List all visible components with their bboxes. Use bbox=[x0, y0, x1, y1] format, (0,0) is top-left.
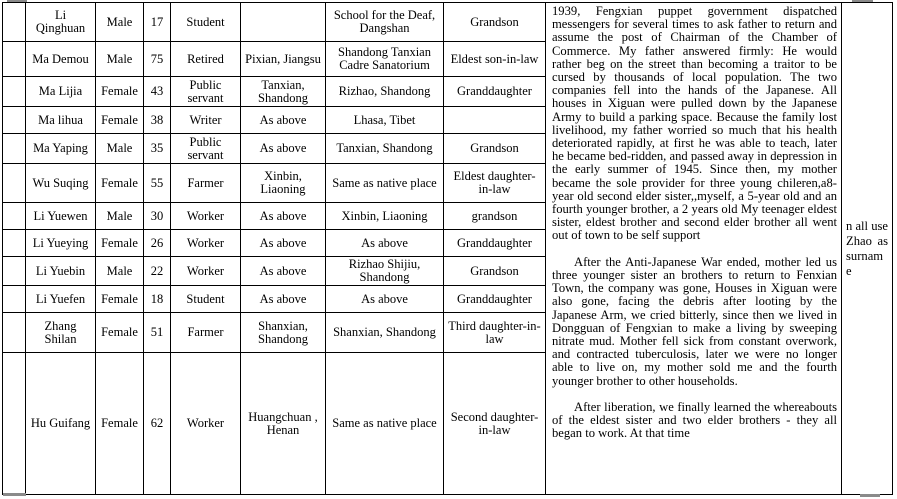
cell-native-place bbox=[241, 3, 326, 42]
cell-relationship: Grandson bbox=[444, 134, 546, 164]
page-edge-artifact-bottom-right bbox=[860, 494, 880, 497]
cell-gender: Female bbox=[96, 230, 144, 257]
cell-occupation: Worker bbox=[171, 257, 241, 286]
cell-address: Shanxian, Shandong bbox=[326, 313, 444, 353]
cell-blank bbox=[3, 257, 26, 286]
cell-age: 75 bbox=[144, 42, 171, 77]
table-row bbox=[3, 134, 546, 164]
cell-gender: Male bbox=[96, 134, 144, 164]
cell-native-place: Huangchuan , Henan bbox=[241, 353, 326, 495]
cell-address: School for the Deaf, Dangshan bbox=[326, 3, 444, 42]
cell-age: 43 bbox=[144, 77, 171, 107]
table-row bbox=[3, 230, 546, 257]
cell-address: As above bbox=[326, 230, 444, 257]
cell-address: Rizhao Shijiu, Shandong bbox=[326, 257, 444, 286]
cell-name: Wu Suqing bbox=[26, 164, 96, 203]
table-row bbox=[3, 286, 546, 313]
cell-name: Li Yueying bbox=[26, 230, 96, 257]
cell-gender: Female bbox=[96, 107, 144, 134]
cell-relationship: Second daughter-in-law bbox=[444, 353, 546, 495]
cell-occupation: Public servant bbox=[171, 134, 241, 164]
table-row bbox=[3, 42, 546, 77]
cell-name: Zhang Shilan bbox=[26, 313, 96, 353]
cell-occupation: Worker bbox=[171, 203, 241, 230]
cell-name: Ma Yaping bbox=[26, 134, 96, 164]
cell-name: Li Qinghuan bbox=[26, 3, 96, 42]
side-note-text: n all use Zhao as surname bbox=[846, 218, 888, 278]
cell-age: 35 bbox=[144, 134, 171, 164]
cell-name: Hu Guifang bbox=[26, 353, 96, 495]
cell-occupation: Farmer bbox=[171, 313, 241, 353]
cell-occupation: Student bbox=[171, 286, 241, 313]
page-edge-artifact-top-right bbox=[852, 0, 873, 2]
cell-address: Shandong Tanxian Cadre Sanatorium bbox=[326, 42, 444, 77]
cell-occupation: Writer bbox=[171, 107, 241, 134]
narrative-paragraph-2: After the Anti-Japanese War ended, mother led us three younger sister an brothers to return to Fenxian Town, the company was gone, Houses in Xiguan were also gone, facing the debris after looting by the Japanese Arm, we cried bitterly, since then we lived in Dongguan of Fengxian to make a living by sweeping nitrate mud. Mother fell sick from constant overwork, and contracted tuberculosis, later we were no longer able to live on, my mother sold me and the fourth younger brother to other households. bbox=[552, 254, 837, 388]
cell-name: Li Yuewen bbox=[26, 203, 96, 230]
cell-blank bbox=[3, 134, 26, 164]
table-row bbox=[3, 164, 546, 203]
cell-occupation: Student bbox=[171, 3, 241, 42]
cell-blank bbox=[3, 107, 26, 134]
cell-occupation: Retired bbox=[171, 42, 241, 77]
cell-native-place: Tanxian, Shandong bbox=[241, 77, 326, 107]
table-row bbox=[3, 3, 546, 42]
cell-relationship: Grandson bbox=[444, 257, 546, 286]
cell-native-place: Shanxian, Shandong bbox=[241, 313, 326, 353]
cell-occupation: Worker bbox=[171, 353, 241, 495]
family-table-document bbox=[2, 2, 893, 495]
cell-gender: Female bbox=[96, 313, 144, 353]
cell-address: As above bbox=[326, 286, 444, 313]
cell-blank bbox=[3, 77, 26, 107]
cell-address: Same as native place bbox=[326, 164, 444, 203]
cell-blank bbox=[3, 3, 26, 42]
cell-age: 18 bbox=[144, 286, 171, 313]
cell-address: Same as native place bbox=[326, 353, 444, 495]
cell-age: 26 bbox=[144, 230, 171, 257]
cell-occupation: Farmer bbox=[171, 164, 241, 203]
family-members-table bbox=[2, 2, 546, 495]
cell-relationship: Grandson bbox=[444, 3, 546, 42]
cell-relationship: Granddaughter bbox=[444, 77, 546, 107]
cell-blank bbox=[3, 353, 26, 495]
cell-age: 22 bbox=[144, 257, 171, 286]
table-row bbox=[3, 203, 546, 230]
table-row bbox=[3, 107, 546, 134]
cell-gender: Male bbox=[96, 42, 144, 77]
cell-native-place: As above bbox=[241, 257, 326, 286]
cell-occupation: Worker bbox=[171, 230, 241, 257]
cell-gender: Male bbox=[96, 203, 144, 230]
cell-gender: Female bbox=[96, 77, 144, 107]
table-row bbox=[3, 353, 546, 495]
cell-relationship: Eldest son-in-law bbox=[444, 42, 546, 77]
cell-blank bbox=[3, 164, 26, 203]
cell-age: 62 bbox=[144, 353, 171, 495]
cell-relationship: grandson bbox=[444, 203, 546, 230]
cell-blank bbox=[3, 42, 26, 77]
cell-native-place: Pixian, Jiangsu bbox=[241, 42, 326, 77]
cell-age: 55 bbox=[144, 164, 171, 203]
side-note-cell bbox=[842, 2, 893, 495]
cell-occupation: Public servant bbox=[171, 77, 241, 107]
cell-native-place: As above bbox=[241, 107, 326, 134]
narrative-paragraph-3: After liberation, we finally learned the whereabouts of the eldest sister and two elder brothers - they all began to work. At that time bbox=[552, 400, 837, 441]
cell-relationship: Granddaughter bbox=[444, 286, 546, 313]
cell-name: Ma Demou bbox=[26, 42, 96, 77]
table-row bbox=[3, 77, 546, 107]
cell-name: Li Yuefen bbox=[26, 286, 96, 313]
cell-native-place: As above bbox=[241, 230, 326, 257]
cell-name: Li Yuebin bbox=[26, 257, 96, 286]
page-edge-artifact-bottom-left bbox=[3, 493, 26, 496]
cell-gender: Female bbox=[96, 286, 144, 313]
cell-age: 38 bbox=[144, 107, 171, 134]
page-edge-artifact-top-left bbox=[7, 0, 27, 2]
table-row bbox=[3, 313, 546, 353]
cell-blank bbox=[3, 203, 26, 230]
cell-name: Ma lihua bbox=[26, 107, 96, 134]
cell-gender: Male bbox=[96, 3, 144, 42]
cell-age: 30 bbox=[144, 203, 171, 230]
cell-native-place: As above bbox=[241, 203, 326, 230]
narrative-text-cell bbox=[546, 2, 842, 495]
cell-gender: Female bbox=[96, 353, 144, 495]
cell-address: Tanxian, Shandong bbox=[326, 134, 444, 164]
cell-native-place: As above bbox=[241, 286, 326, 313]
cell-address: Lhasa, Tibet bbox=[326, 107, 444, 134]
cell-gender: Male bbox=[96, 257, 144, 286]
cell-address: Xinbin, Liaoning bbox=[326, 203, 444, 230]
cell-blank bbox=[3, 286, 26, 313]
cell-blank bbox=[3, 230, 26, 257]
cell-relationship bbox=[444, 107, 546, 134]
narrative-paragraph-1: 1939, Fengxian puppet government dispatched messengers for several times to ask father to return and assume the post of Chairman of the Chamber of Commerce. My father answered firmly: He would rather beg on the street than becoming a traitor to be cursed by thousands of local population. The two companies fell into the hands of the Japanese. All houses in Xiguan were pulled down by the Japanese Army to build a parking space. Because the family lost livelihood, my father worried so much that his health deteriorated rapidly, at first he was able to teach, later he became bed-ridden, and passed away in depression in the early summer of 1945. Since then, my mother became the sole provider for three young chileren,a8-year old second elder sister,,myself, a 5-year old and an fourth younger brother, a 2 years old My teenager eldest sister, eldest brother and second elder brother all went out of town to be self support bbox=[552, 4, 838, 243]
cell-relationship: Third daughter-in-law bbox=[444, 313, 546, 353]
cell-relationship: Eldest daughter-in-law bbox=[444, 164, 546, 203]
cell-native-place: As above bbox=[241, 134, 326, 164]
cell-native-place: Xinbin, Liaoning bbox=[241, 164, 326, 203]
cell-address: Rizhao, Shandong bbox=[326, 77, 444, 107]
cell-gender: Female bbox=[96, 164, 144, 203]
cell-name: Ma Lijia bbox=[26, 77, 96, 107]
cell-age: 17 bbox=[144, 3, 171, 42]
cell-blank bbox=[3, 313, 26, 353]
cell-age: 51 bbox=[144, 313, 171, 353]
cell-relationship: Granddaughter bbox=[444, 230, 546, 257]
table-row bbox=[3, 257, 546, 286]
